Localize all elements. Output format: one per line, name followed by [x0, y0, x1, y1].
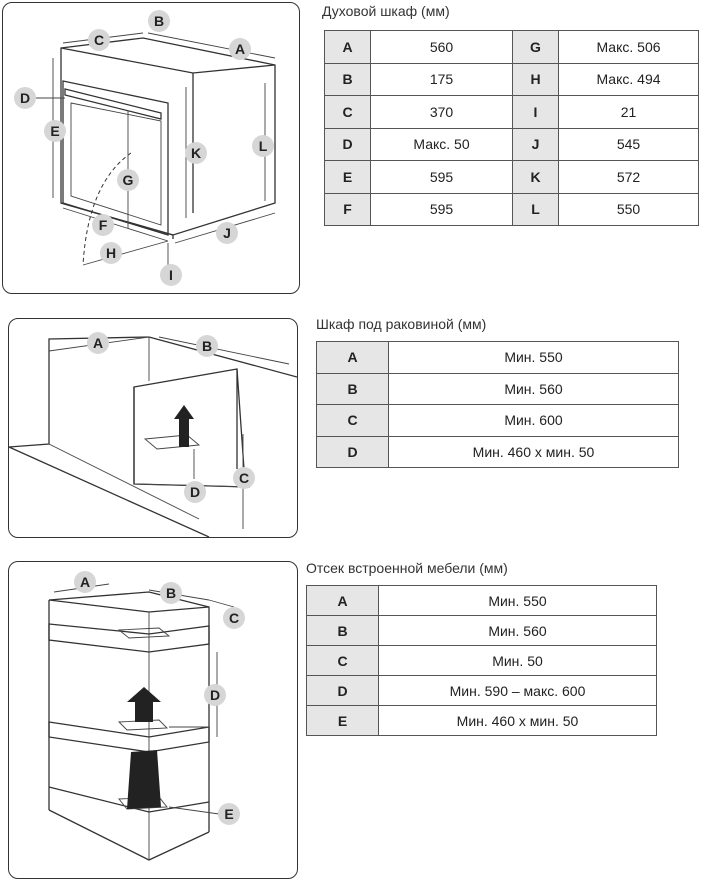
svg-text:C: C	[93, 32, 105, 48]
dimension-key: E	[325, 161, 371, 194]
dimension-key: D	[317, 436, 389, 468]
airflow-column-icon	[127, 750, 161, 809]
table-row	[325, 63, 699, 96]
dimension-value: Мин. 600	[389, 405, 679, 437]
oven-label-c	[88, 29, 110, 51]
dimension-value: 370	[371, 96, 513, 129]
table-row	[325, 96, 699, 129]
svg-text:H: H	[105, 245, 117, 261]
dimension-value: Мин. 550	[379, 586, 657, 616]
dimension-key: G	[513, 31, 559, 64]
dimension-key: D	[307, 676, 379, 706]
dimension-key: B	[317, 373, 389, 405]
oven-label-i	[160, 264, 182, 286]
cabinet-label-b	[160, 582, 182, 604]
sink-label-a	[87, 332, 109, 354]
dimension-key: K	[513, 161, 559, 194]
cabinet-label-a	[74, 571, 96, 593]
table-row	[317, 373, 679, 405]
table-row	[317, 405, 679, 437]
dimension-value: Мин. 560	[389, 373, 679, 405]
table-row	[307, 676, 657, 706]
oven-spec-table	[324, 30, 699, 226]
table-row	[325, 161, 699, 194]
dimension-key: B	[307, 616, 379, 646]
oven-label-j	[216, 222, 238, 244]
svg-text:L: L	[258, 138, 268, 154]
oven-label-a	[229, 38, 251, 60]
svg-text:A: A	[234, 41, 246, 57]
oven-label-k	[185, 142, 207, 164]
dimension-key: A	[325, 31, 371, 64]
cabinet-diagram-panel	[8, 561, 298, 879]
oven-label-g	[117, 169, 139, 191]
svg-text:B: B	[153, 13, 165, 29]
cabinet-label-c	[223, 607, 245, 629]
dimension-value: 21	[559, 96, 699, 129]
dimension-value: Мин. 550	[389, 342, 679, 374]
dimension-key: C	[325, 96, 371, 129]
dimension-value: 572	[559, 161, 699, 194]
oven-diagram	[3, 3, 299, 293]
table-row	[307, 616, 657, 646]
sink-label-b	[196, 335, 218, 357]
dimension-value: Мин. 460 x мин. 50	[379, 706, 657, 736]
dimension-value: 560	[371, 31, 513, 64]
svg-text:I: I	[169, 267, 173, 283]
dimension-key: J	[513, 128, 559, 161]
dimension-value: Мин. 460 x мин. 50	[389, 436, 679, 468]
cabinet-table-title: Отсек встроенной мебели (мм)	[306, 560, 508, 576]
dimension-key: C	[307, 646, 379, 676]
cabinet-shelf-middle	[49, 722, 209, 752]
dimension-key: D	[325, 128, 371, 161]
table-row	[325, 193, 699, 226]
cabinet-label-e	[218, 803, 240, 825]
cabinet-label-d	[204, 684, 226, 706]
dimension-key: A	[317, 342, 389, 374]
cabinet-spec-table	[306, 585, 657, 736]
svg-text:E: E	[224, 806, 234, 822]
sink-cutout	[134, 369, 249, 487]
table-row	[307, 706, 657, 736]
svg-text:C: C	[228, 610, 240, 626]
oven-label-h	[100, 242, 122, 264]
dimension-value: Мин. 560	[379, 616, 657, 646]
svg-text:B: B	[201, 338, 213, 354]
sink-label-d	[184, 481, 206, 503]
sink-label-c	[233, 467, 255, 489]
svg-text:D: D	[19, 90, 31, 106]
oven-label-e	[44, 120, 66, 142]
svg-text:G: G	[122, 172, 134, 188]
dimension-value: 595	[371, 193, 513, 226]
sink-table-title: Шкаф под раковиной (мм)	[316, 316, 487, 332]
table-row	[307, 646, 657, 676]
oven-label-f	[92, 214, 114, 236]
table-row	[317, 342, 679, 374]
sink-diagram-panel	[8, 318, 298, 538]
dimension-key: F	[325, 193, 371, 226]
dimension-key: B	[325, 63, 371, 96]
dimension-key: I	[513, 96, 559, 129]
dimension-key: L	[513, 193, 559, 226]
sink-diagram	[9, 319, 297, 537]
dimension-value: Макс. 506	[559, 31, 699, 64]
airflow-arrow-icon	[127, 687, 161, 722]
svg-text:F: F	[98, 217, 108, 233]
svg-text:K: K	[190, 145, 202, 161]
dimension-key: H	[513, 63, 559, 96]
oven-label-b	[148, 10, 170, 32]
table-row	[317, 436, 679, 468]
table-row	[325, 31, 699, 64]
svg-text:A: A	[92, 335, 104, 351]
svg-text:A: A	[79, 574, 91, 590]
dimension-key: A	[307, 586, 379, 616]
dimension-value: 175	[371, 63, 513, 96]
airflow-arrow-icon	[174, 405, 194, 447]
dimension-key: C	[317, 405, 389, 437]
dimension-key: E	[307, 706, 379, 736]
svg-text:D: D	[189, 484, 201, 500]
dimension-value: Макс. 494	[559, 63, 699, 96]
svg-text:J: J	[223, 225, 231, 241]
dimension-value: Макс. 50	[371, 128, 513, 161]
sink-spec-table	[316, 341, 679, 468]
dimension-value: 550	[559, 193, 699, 226]
svg-text:C: C	[238, 470, 250, 486]
svg-text:D: D	[209, 687, 221, 703]
dimension-value: Мин. 590 – макс. 600	[379, 676, 657, 706]
oven-diagram-panel	[2, 2, 300, 294]
dimension-value: Мин. 50	[379, 646, 657, 676]
cabinet-diagram	[9, 562, 297, 878]
oven-handle	[65, 89, 161, 119]
oven-label-d	[14, 87, 36, 109]
table-row	[307, 586, 657, 616]
svg-text:E: E	[50, 123, 60, 139]
dimension-value: 595	[371, 161, 513, 194]
dimension-value: 545	[559, 128, 699, 161]
oven-table-title: Духовой шкаф (мм)	[322, 3, 450, 19]
oven-label-l	[252, 135, 274, 157]
svg-text:B: B	[165, 585, 177, 601]
table-row	[325, 128, 699, 161]
